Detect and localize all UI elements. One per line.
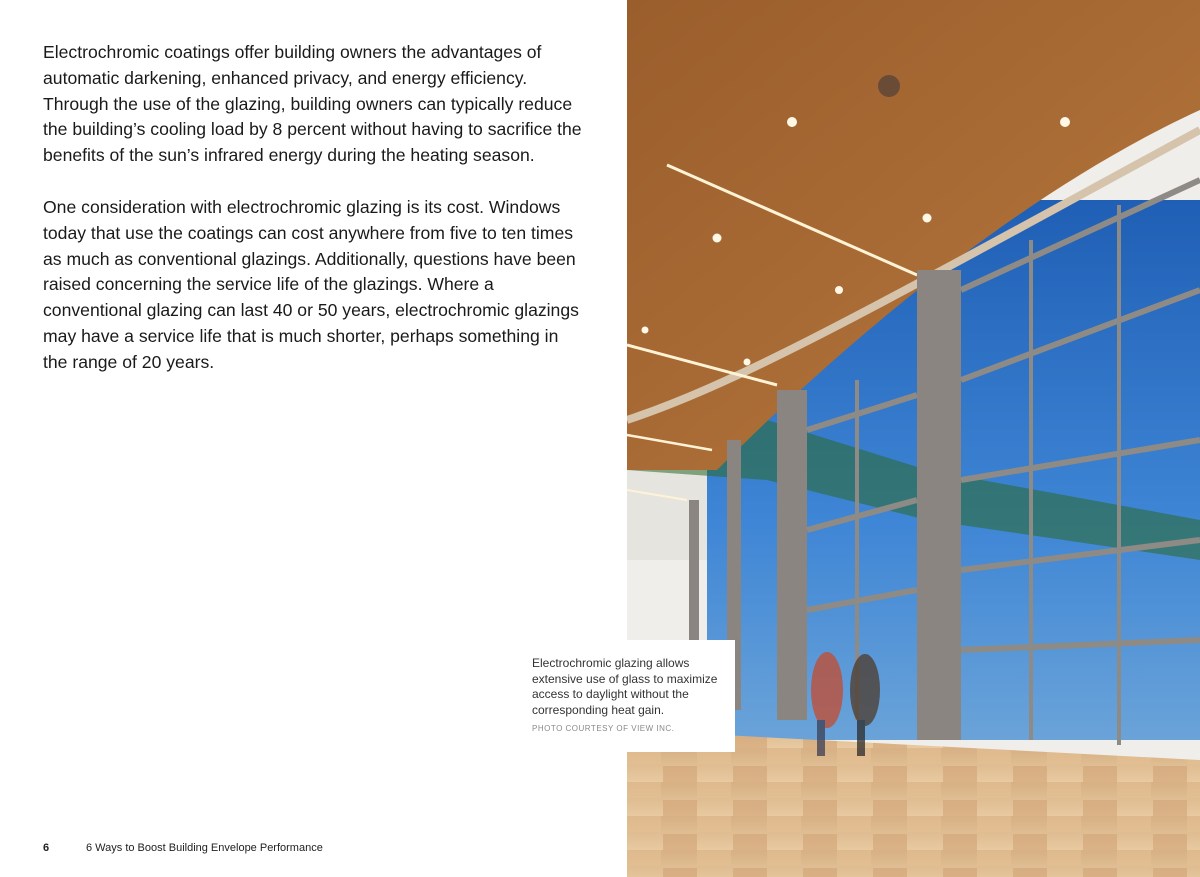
- paragraph-electrochromic-cost: One consideration with electrochromic glazing is its cost. Windows today that use the coatings can cost anywhere from five to ten times as much as conventional glazings. Additionally, questions have been raised concerning the service life of the glazings. Where a conventional glazing can last 40 or 50 years, electrochromic glazings may have a service life that is much shorter, perhaps something in the range of 20 years.: [43, 196, 579, 372]
- photo-credit: PHOTO COURTESY OF VIEW INC.: [532, 724, 675, 733]
- caption-text: Electrochromic glazing allows extensive use of glass to maximize access to daylight without the corresponding heat gain.: [532, 656, 718, 717]
- paragraph-electrochromic-advantages: Electrochromic coatings offer building owners the advantages of automatic darkening, enhanced privacy, and energy efficiency. Through the use of the glazing, building owners can typically reduce the building’s cooling load by 8 percent without having to sacrifice the benefits of the sun’s infrared energy during the heating season.: [43, 42, 582, 166]
- footer-title: 6 Ways to Boost Building Envelope Performance: [86, 842, 323, 854]
- page-footer: [43, 842, 323, 854]
- page-number: 6: [43, 842, 50, 854]
- body-text: [43, 40, 583, 402]
- photo-caption: [520, 640, 735, 752]
